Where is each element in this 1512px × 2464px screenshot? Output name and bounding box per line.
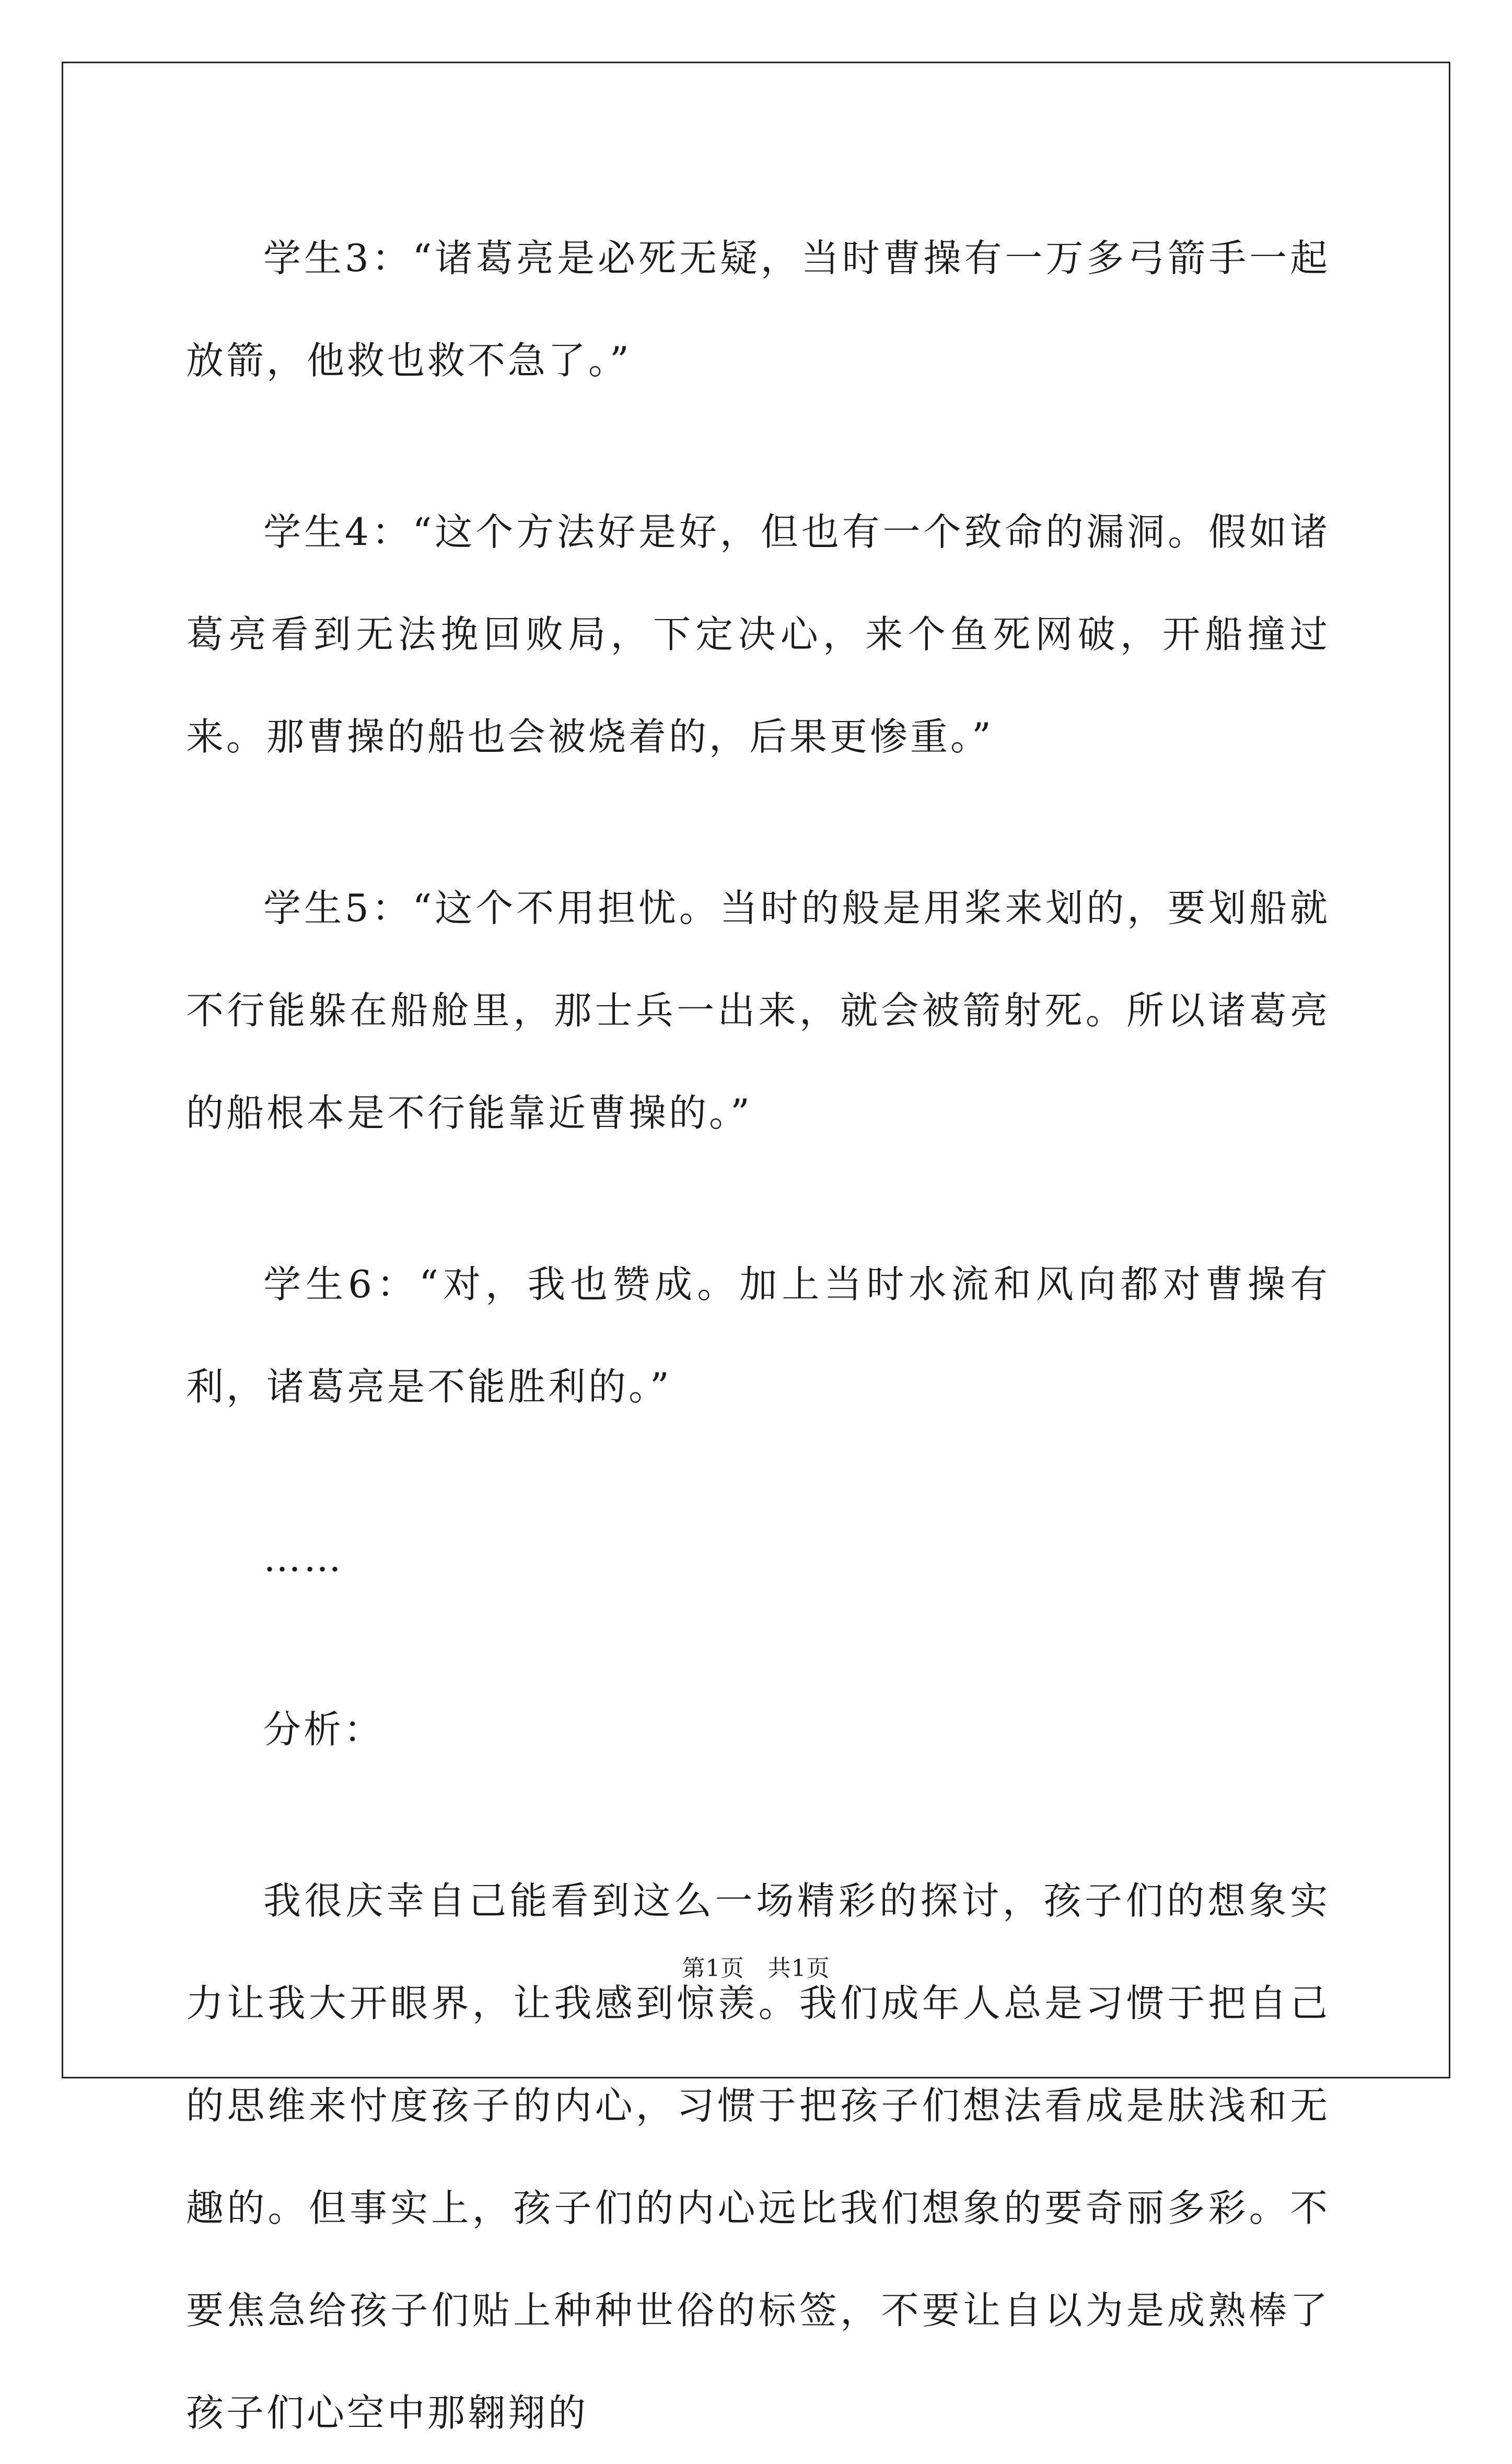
paragraph-student-3: 学生3：“诸葛亮是必死无疑，当时曹操有一万多弓箭手一起放箭，他救也救不急了。” (186, 236, 1330, 382)
paragraph-analysis-body: 我很庆幸自己能看到这么一场精彩的探讨，孩子们的想象实力让我大开眼界，让我感到惊羡。我们成年人总是习惯于把自己的思维来忖度孩子的内心，习惯于把孩子们想法看成是肤浅和无趣的。但事实上，孩子们的内心远比我们想象的要奇丽多彩。不要焦急给孩子们贴上种种世俗的标签，不要让自以为是成熟棒了孩子们心空中那翱翔的 (186, 1879, 1330, 2435)
paragraph-student-5: 学生5：“这个不用担忧。当时的般是用桨来划的，要划船就不行能躲在船舱里，那士兵一出来，就会被箭射死。所以诸葛亮的船根本是不行能靠近曹操的。” (186, 886, 1330, 1135)
paragraph-student-6: 学生6：“对，我也赞成。加上当时水流和风向都对曹操有利，诸葛亮是不能胜利的。” (186, 1262, 1330, 1409)
paragraph-analysis-heading: 分析： (263, 1707, 385, 1751)
document-body (186, 207, 1330, 2464)
paragraph-student-4: 学生4：“这个方法好是好，但也有一个致命的漏洞。假如诸葛亮看到无法挽回败局，下定决心，来个鱼死网破，开船撞过来。那曹操的船也会被烧着的，后果更惨重。” (186, 510, 1330, 759)
page-number-footer: 第1页 共1页 (682, 1955, 830, 1982)
paragraph-ellipsis: …… (263, 1536, 344, 1580)
